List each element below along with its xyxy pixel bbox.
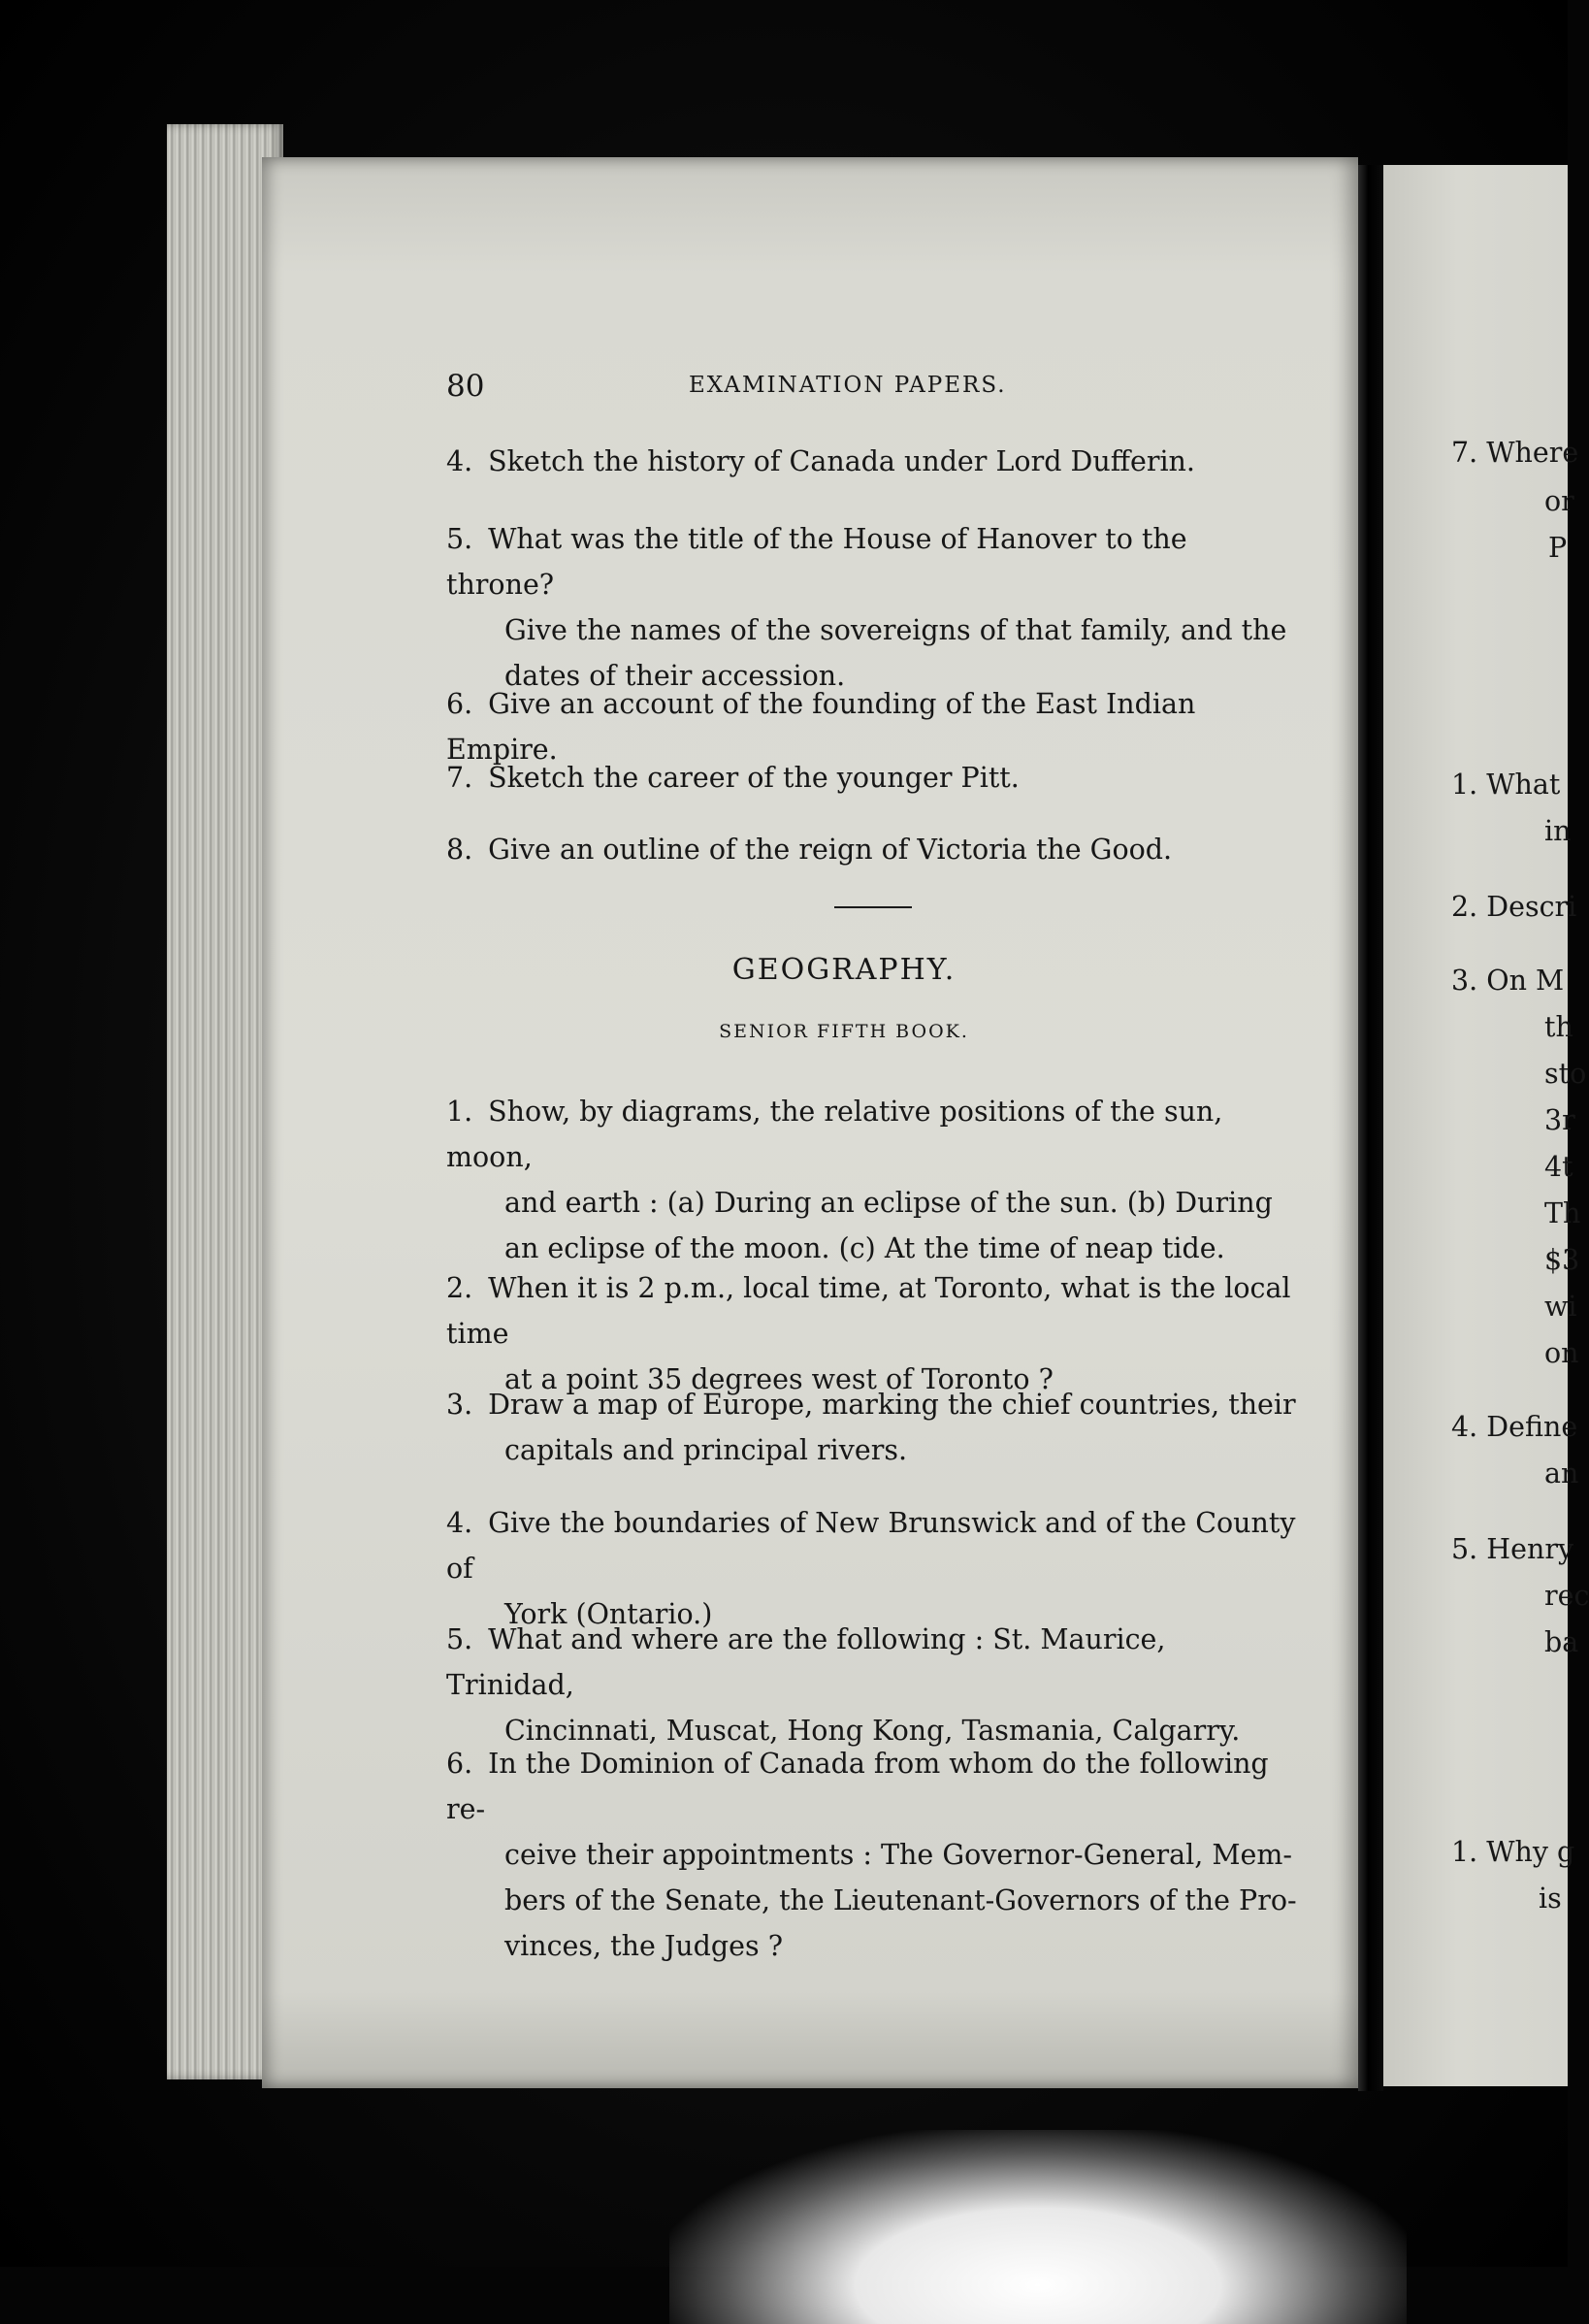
history-question-4 [446,439,1300,484]
question-line: Sketch the career of the younger Pitt. [488,762,1020,794]
question-number: 7. [446,762,473,794]
fragment-text: 1. Why g [1451,1836,1575,1868]
running-head [446,369,1310,408]
book-gutter [1358,165,1383,2091]
question-line: vinces, the Judges ? [504,1930,783,1962]
question-number: 2. [446,1272,473,1304]
fragment-text: in [1544,815,1572,847]
fragment-text: P [1548,532,1568,564]
fragment-text: wi [1544,1291,1577,1323]
section-subtitle: SENIOR FIFTH BOOK. [719,1021,969,1042]
fragment-text: $3 [1544,1244,1580,1276]
fragment-text: 2. Descri [1451,891,1577,923]
geography-question-5 [446,1617,1300,1753]
question-number: 6. [446,688,473,720]
fragment-text: 3r [1544,1104,1575,1136]
left-page [262,157,1358,2088]
question-line: Give an outline of the reign of Victoria the Good. [488,834,1173,866]
question-line: Give the boundaries of New Brunswick and of the County of [446,1507,1296,1585]
question-number: 5. [446,1623,473,1655]
fragment-text: is [1539,1882,1562,1915]
section-divider [834,906,912,908]
section-title: GEOGRAPHY. [731,953,957,987]
question-number: 1. [446,1096,473,1128]
fragment-text: 3. On M [1451,965,1565,997]
right-page-fragment [1383,165,1589,2086]
question-line: York (Ontario.) [504,1598,713,1630]
question-line: at a point 35 degrees west of Toronto ? [504,1363,1054,1395]
question-line: When it is 2 p.m., local time, at Toronto, what is the local time [446,1272,1291,1350]
question-number: 5. [446,523,473,555]
fragment-text: th [1544,1011,1573,1043]
question-line: Sketch the history of Canada under Lord Dufferin. [488,445,1195,477]
question-line: an eclipse of the moon. (c) At the time of neap tide. [504,1232,1225,1264]
question-line: What and where are the following : St. Maurice, Trinidad, [446,1623,1166,1701]
question-line: What was the title of the House of Hanover to the throne? [446,523,1187,601]
question-line: ceive their appointments : The Governor-General, Mem- [504,1839,1293,1871]
question-line: capitals and principal rivers. [504,1434,908,1466]
geography-question-3 [446,1382,1300,1473]
fragment-text: on [1544,1337,1579,1369]
fragment-text: or [1544,485,1574,517]
question-number: 8. [446,834,473,866]
question-line: Draw a map of Europe, marking the chief countries, their [488,1389,1296,1421]
fragment-text: an [1544,1457,1579,1489]
fragment-text: Th [1544,1197,1581,1229]
question-line: Give the names of the sovereigns of that family, and the [504,614,1287,646]
question-line: and earth : (a) During an eclipse of the sun. (b) During [504,1187,1273,1219]
geography-question-6 [446,1741,1300,1969]
question-line: In the Dominion of Canada from whom do the following re- [446,1748,1269,1825]
question-number: 4. [446,1507,473,1539]
history-question-8 [446,827,1300,872]
fragment-text: 7. Where [1451,437,1579,469]
fragment-text: 1. What [1451,769,1561,801]
fragment-text: sto [1544,1058,1587,1090]
question-line: Cincinnati, Muscat, Hong Kong, Tasmania, Calgarry. [504,1715,1241,1747]
fragment-text: 5. Henry [1451,1533,1574,1565]
fragment-text: 4t [1544,1151,1573,1183]
history-question-5 [446,516,1300,699]
fragment-text: rec [1544,1580,1589,1612]
question-number: 4. [446,445,473,477]
question-line: dates of their accession. [504,660,846,692]
running-title: EXAMINATION PAPERS. [689,373,1007,398]
question-number: 6. [446,1748,473,1780]
page-number: 80 [446,369,485,404]
question-line: bers of the Senate, the Lieutenant-Governors of the Pro- [504,1884,1297,1916]
geography-question-1 [446,1089,1300,1271]
fragment-text: ba [1544,1626,1579,1658]
question-line: Give an account of the founding of the East Indian Empire. [446,688,1196,766]
question-line: Show, by diagrams, the relative positions of the sun, moon, [446,1096,1223,1173]
fragment-text: 4. Define [1451,1411,1578,1443]
question-number: 3. [446,1389,473,1421]
history-question-7 [446,755,1300,801]
light-glare [669,2130,1407,2324]
